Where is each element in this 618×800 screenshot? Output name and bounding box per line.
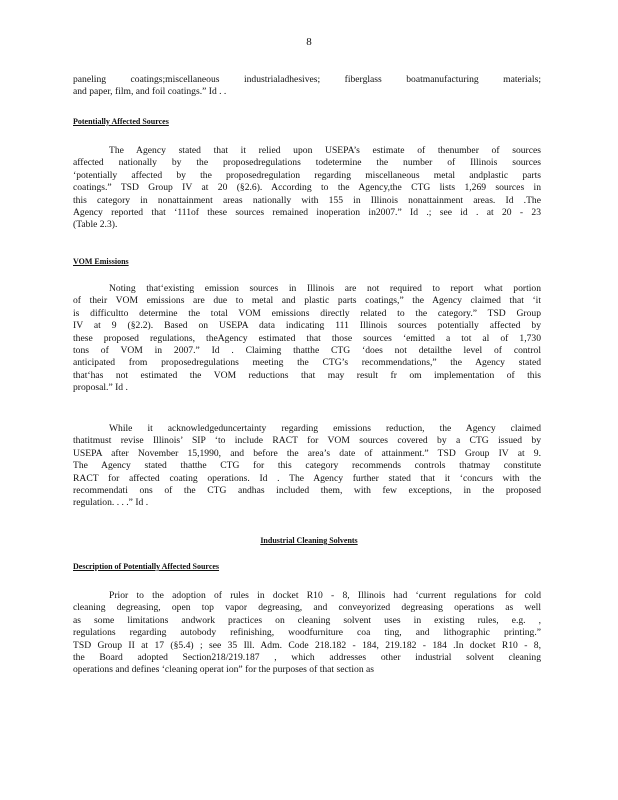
text-line: paneling coatings;miscellaneous industrialadhesives; fiberglass boatmanufacturing materials; bbox=[73, 74, 541, 85]
text-line: proposal.” Id . bbox=[73, 382, 128, 394]
text-line: tons of VOM in 2007.” Id . Claiming thatthe CTG ‘does not detailthe level of control bbox=[73, 345, 541, 357]
text-line: Prior to the adoption of rules in docket R10 - 8, Illinois had ‘current regulations for cold bbox=[109, 590, 541, 601]
text-line: is difficultto determine the total VOM emissions directly related to the category.” TSD Group bbox=[73, 307, 541, 319]
text-line: USEPA after November 15,1990, and before the area’s date of attainment.” TSD Group IV at 9. bbox=[73, 447, 541, 459]
text-line: cleaning degreasing, open top vapor degreasing, and conveyorized degreasing operations as well bbox=[73, 602, 541, 614]
text-line: the Board adopted Section218/219.187 , which addresses other industrial solvent cleaning bbox=[73, 652, 541, 664]
text-line: The Agency stated thatthe CTG for this category recommends controls thatmay constitute bbox=[73, 460, 541, 472]
text-line: as some limitations andwork practices on cleaning solvent uses in existing rules, e.g. , bbox=[73, 614, 541, 626]
text-line: The Agency stated that it relied upon USEPA’s estimate of thenumber of sources bbox=[109, 145, 541, 156]
heading-potentially-affected-sources: Potentially Affected Sources bbox=[73, 117, 169, 126]
page-number: 8 bbox=[306, 36, 312, 48]
text-line: of their VOM emissions are due to metal and plastic parts coatings,” the Agency claimed that ‘it bbox=[73, 295, 541, 307]
text-line: that‘has not estimated the VOM reductions that may result fr om implementation of this bbox=[73, 369, 541, 381]
text-line: ‘potentially affected by the proposedregulation regarding miscellaneous metal andplastic parts bbox=[73, 169, 541, 181]
intro-paragraph bbox=[73, 74, 541, 99]
text-line: coatings.” TSD Group IV at 20 (§2.6). According to the Agency,the CTG lists 1,269 sources in bbox=[73, 182, 541, 194]
text-line: operations and defines ‘cleaning operat ion” for the purposes of that section as bbox=[73, 664, 375, 676]
text-line: IV at 9 (§2.2). Based on USEPA data indicating 111 Illinois sources potentially affected by bbox=[73, 320, 541, 332]
text-line: (Table 2.3). bbox=[73, 219, 118, 231]
text-line: Noting that‘existing emission sources in Illinois are not required to report what portion bbox=[109, 283, 541, 294]
text-line: recommendati ons of the CTG andhas included them, with few exceptions, in the proposed bbox=[73, 485, 541, 497]
heading-vom-emissions: VOM Emissions bbox=[73, 257, 129, 266]
text-line: and paper, film, and foil coatings.” Id . . bbox=[73, 86, 227, 98]
heading-industrial-cleaning-solvents: Industrial Cleaning Solvents bbox=[260, 536, 358, 545]
text-line: TSD Group II at 17 (§5.4) ; see 35 Ill. Adm. Code 218.182 - 184, 219.182 - 184 .In docket R10 - 8, bbox=[73, 639, 541, 651]
text-line: While it acknowledgeduncertainty regarding emissions reduction, the Agency claimed bbox=[109, 423, 541, 434]
text-line: thatitmust revise Illinois’ SIP ‘to include RACT for VOM sources covered by a CTG issued by bbox=[73, 435, 541, 447]
text-line: RACT for affected coating operations. Id . The Agency further stated that it ‘concurs with the bbox=[73, 472, 541, 484]
text-line: Agency reported that ‘111of these sources remained inoperation in2007.” Id .; see id . at 20 - 23 bbox=[73, 207, 541, 219]
text-line: affected nationally by the proposedregulations todetermine the number of Illinois sources bbox=[73, 157, 541, 169]
paragraph-while bbox=[73, 423, 541, 510]
text-line: this category in nonattainment areas nationally with 155 in Illinois nonattainment areas. Id .The bbox=[73, 194, 541, 206]
text-line: these proposed regulations, theAgency estimated that those sources ‘emitted a tot al of 1,730 bbox=[73, 332, 541, 344]
paragraph-agency-relied bbox=[73, 145, 541, 232]
text-line: regulations regarding autobody refinishing, woodfurniture coa ting, and lithographic printing.” bbox=[73, 627, 541, 639]
text-line: anticipated from proposedregulations meeting the CTG’s recommendations,” the Agency stated bbox=[73, 357, 541, 369]
paragraph-noting bbox=[73, 283, 541, 395]
paragraph-prior bbox=[73, 590, 541, 677]
heading-description-potentially-affected-sources: Description of Potentially Affected Sources bbox=[73, 562, 220, 571]
text-line: regulation. . . .” Id . bbox=[73, 497, 149, 509]
